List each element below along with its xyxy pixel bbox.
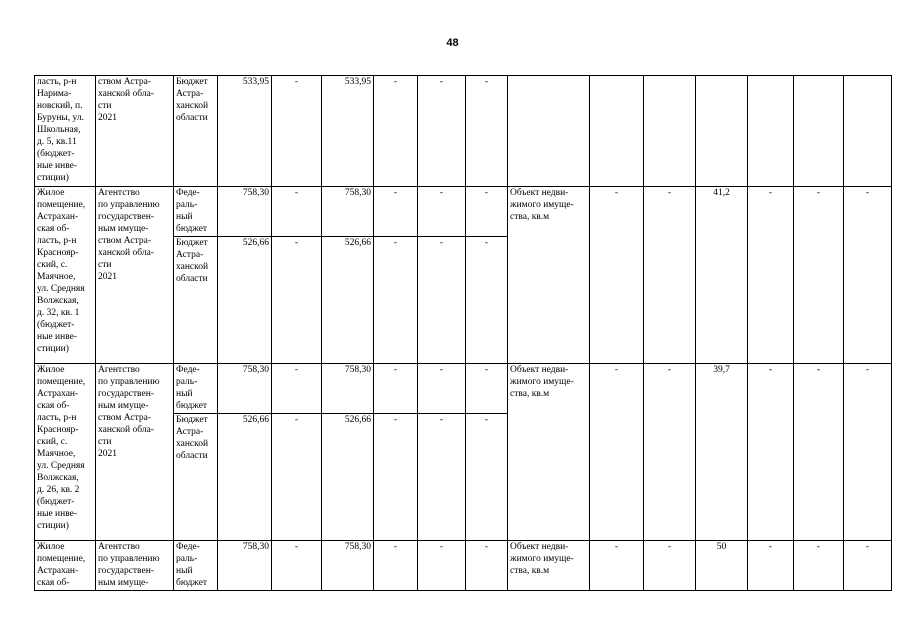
amount-cell: - <box>272 237 322 364</box>
amount-cell: - <box>272 364 322 414</box>
funding-source-cell: Бюджет Астра- ханской области <box>174 237 218 364</box>
object-name-cell: ласть, р-н Нарима- новский, п. Буруны, ул. Школьная, д. 5, кв.11 (бюджет- ные инве- стиции) <box>35 76 96 187</box>
amount-cell: - <box>272 541 322 591</box>
table-row <box>35 541 892 591</box>
indicator-value-cell <box>644 76 696 187</box>
amount-cell: - <box>272 187 322 237</box>
amount-cell: - <box>374 76 418 187</box>
amount-cell: 526,66 <box>322 237 374 364</box>
object-name-cell: Жилое помещение, Астрахан- ская об- ласть, р-н Краснояр- ский, с. Маячное, ул. Средняя Волжская, д. 32, кв. 1 (бюджет- ные инве- стиции) <box>35 187 96 364</box>
amount-cell: - <box>418 364 466 414</box>
agency-cell: Агентство по управлению государствен- ным имуще- ством Астра- ханской обла- сти 2021 <box>96 187 174 364</box>
indicator-cell <box>508 76 590 187</box>
amount-cell: - <box>466 414 508 541</box>
indicator-value-cell: - <box>644 187 696 364</box>
indicator-value-cell <box>844 76 892 187</box>
table-row <box>35 76 892 187</box>
amount-cell: - <box>272 76 322 187</box>
object-name-cell: Жилое помещение, Астрахан- ская об- ласть, р-н Краснояр- ский, с. Маячное, ул. Средняя Волжская, д. 26, кв. 2 (бюджет- ные инве- стиции) <box>35 364 96 541</box>
agency-cell: Агентство по управлению государствен- ным имуще- <box>96 541 174 591</box>
indicator-cell: Объект недви- жимого имуще- ства, кв.м <box>508 541 590 591</box>
amount-cell: - <box>374 414 418 541</box>
amount-cell: 758,30 <box>322 541 374 591</box>
amount-cell: - <box>466 187 508 237</box>
indicator-value-cell: - <box>844 364 892 541</box>
indicator-area-cell: 50 <box>696 541 748 591</box>
amount-cell: - <box>466 364 508 414</box>
amount-cell: - <box>466 76 508 187</box>
total-amount-cell: 758,30 <box>218 541 272 591</box>
total-amount-cell: 758,30 <box>218 187 272 237</box>
amount-cell: 526,66 <box>322 414 374 541</box>
amount-cell: 758,30 <box>322 187 374 237</box>
indicator-area-cell <box>696 76 748 187</box>
total-amount-cell: 526,66 <box>218 237 272 364</box>
amount-cell: - <box>374 237 418 364</box>
table-row <box>35 187 892 237</box>
indicator-area-cell: 41,2 <box>696 187 748 364</box>
amount-cell: - <box>466 237 508 364</box>
indicator-value-cell <box>748 76 794 187</box>
indicator-value-cell <box>794 76 844 187</box>
indicator-value-cell: - <box>590 187 644 364</box>
amount-cell: - <box>418 541 466 591</box>
amount-cell: 758,30 <box>322 364 374 414</box>
amount-cell: - <box>418 76 466 187</box>
amount-cell: 533,95 <box>322 76 374 187</box>
total-amount-cell: 533,95 <box>218 76 272 187</box>
page-number: 48 <box>446 37 459 49</box>
indicator-value-cell: - <box>844 541 892 591</box>
funding-source-cell: Бюджет Астра- ханской области <box>174 76 218 187</box>
indicator-value-cell: - <box>644 541 696 591</box>
amount-cell: - <box>418 187 466 237</box>
object-name-cell: Жилое помещение, Астрахан- ская об- <box>35 541 96 591</box>
agency-cell: Агентство по управлению государствен- ным имуще- ством Астра- ханской обла- сти 2021 <box>96 364 174 541</box>
indicator-cell: Объект недви- жимого имуще- ства, кв.м <box>508 187 590 364</box>
amount-cell: - <box>466 541 508 591</box>
indicator-value-cell: - <box>748 541 794 591</box>
indicator-value-cell: - <box>590 541 644 591</box>
indicator-value-cell: - <box>844 187 892 364</box>
amount-cell: - <box>374 541 418 591</box>
indicator-value-cell <box>590 76 644 187</box>
indicator-area-cell: 39,7 <box>696 364 748 541</box>
program-table <box>34 75 892 591</box>
funding-source-cell: Феде- раль- ный бюджет <box>174 541 218 591</box>
indicator-value-cell: - <box>794 364 844 541</box>
indicator-value-cell: - <box>590 364 644 541</box>
total-amount-cell: 526,66 <box>218 414 272 541</box>
amount-cell: - <box>418 414 466 541</box>
amount-cell: - <box>374 187 418 237</box>
indicator-value-cell: - <box>748 364 794 541</box>
indicator-value-cell: - <box>748 187 794 364</box>
indicator-cell: Объект недви- жимого имуще- ства, кв.м <box>508 364 590 541</box>
amount-cell: - <box>418 237 466 364</box>
agency-cell: ством Астра- ханской обла- сти 2021 <box>96 76 174 187</box>
indicator-value-cell: - <box>794 187 844 364</box>
indicator-value-cell: - <box>794 541 844 591</box>
amount-cell: - <box>272 414 322 541</box>
indicator-value-cell: - <box>644 364 696 541</box>
funding-source-cell: Феде- раль- ный бюджет <box>174 364 218 414</box>
total-amount-cell: 758,30 <box>218 364 272 414</box>
funding-source-cell: Бюджет Астра- ханской области <box>174 414 218 541</box>
amount-cell: - <box>374 364 418 414</box>
table-row <box>35 364 892 414</box>
funding-source-cell: Феде- раль- ный бюджет <box>174 187 218 237</box>
